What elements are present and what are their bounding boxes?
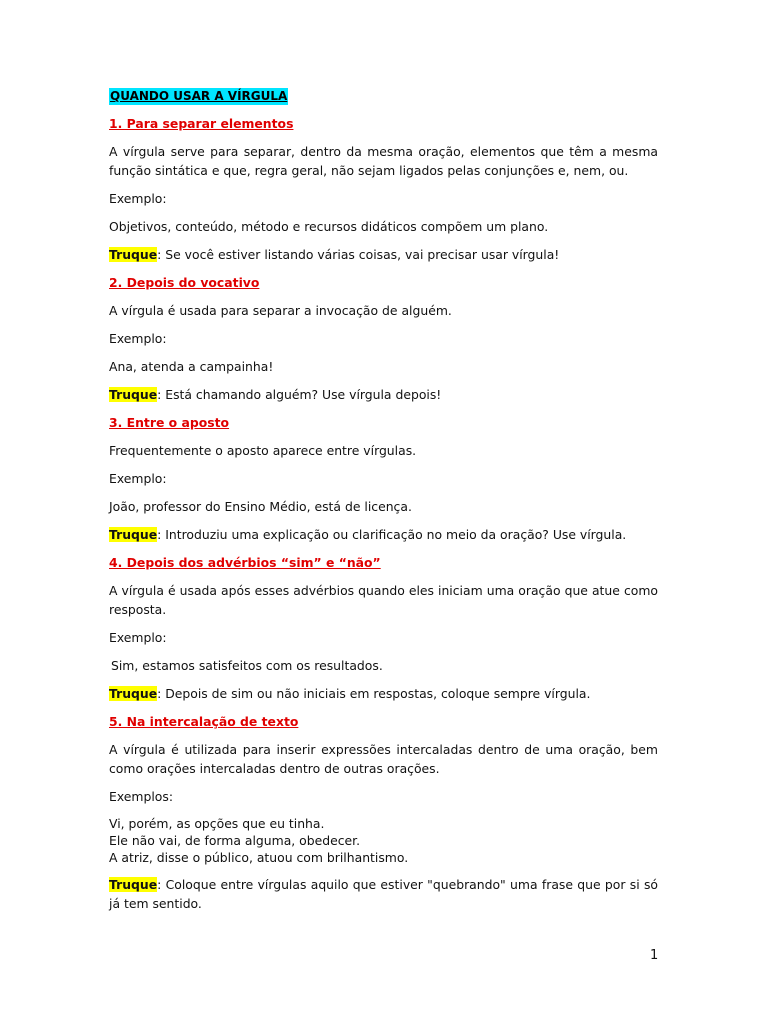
trick-line [109, 875, 658, 913]
section-heading: 1. Para separar elementos [109, 116, 294, 131]
example-text: Objetivos, conteúdo, método e recursos didáticos compõem um plano. [109, 219, 549, 234]
example-label: Exemplos: [109, 789, 173, 804]
example-text: Ele não vai, de forma alguma, obedecer. [109, 833, 361, 848]
example-label: Exemplo: [109, 630, 167, 645]
section-heading: 4. Depois dos advérbios “sim” e “não” [109, 555, 381, 570]
trick-text: : Depois de sim ou não iniciais em respostas, coloque sempre vírgula. [157, 686, 591, 701]
section-heading: 2. Depois do vocativo [109, 275, 260, 290]
example-text: Sim, estamos satisfeitos com os resultados. [111, 658, 383, 673]
section-4 [109, 553, 658, 703]
trick-label: Truque [109, 247, 158, 262]
example-label: Exemplo: [109, 471, 167, 486]
page-number: 1 [650, 948, 659, 963]
example-text: A atriz, disse o público, atuou com brilhantismo. [109, 850, 409, 865]
section-description: A vírgula é usada após esses advérbios quando eles iniciam uma oração que atue como resposta. [109, 583, 658, 617]
trick-label: Truque [109, 686, 158, 701]
section-heading: 5. Na intercalação de texto [109, 714, 299, 729]
section-5 [109, 712, 658, 913]
section-description: A vírgula é usada para separar a invocação de alguém. [109, 303, 452, 318]
section-3 [109, 413, 658, 544]
section-description: A vírgula é utilizada para inserir expressões intercaladas dentro de uma oração, bem como orações intercaladas dentro de outras orações. [109, 742, 658, 776]
document-title: QUANDO USAR A VÍRGULA [110, 89, 288, 103]
section-2 [109, 273, 658, 404]
trick-text: : Introduziu uma explicação ou clarificação no meio da oração? Use vírgula. [157, 527, 627, 542]
example-text: João, professor do Ensino Médio, está de licença. [109, 499, 412, 514]
trick-line [109, 385, 658, 404]
trick-label: Truque [109, 527, 158, 542]
trick-line [109, 245, 658, 264]
section-description: A vírgula serve para separar, dentro da mesma oração, elementos que têm a mesma função sintática e que, regra geral, não sejam ligados pelas conjunções e, nem, ou. [109, 144, 658, 178]
example-label: Exemplo: [109, 331, 167, 346]
section-description: Frequentemente o aposto aparece entre vírgulas. [109, 443, 417, 458]
example-text: Vi, porém, as opções que eu tinha. [109, 816, 325, 831]
trick-label: Truque [109, 387, 158, 402]
section-heading: 3. Entre o aposto [109, 415, 230, 430]
document-content [109, 86, 658, 922]
example-label: Exemplo: [109, 191, 167, 206]
trick-label: Truque [109, 877, 158, 892]
section-1 [109, 114, 658, 264]
trick-line [109, 684, 658, 703]
trick-line [109, 525, 658, 544]
example-text: Ana, atenda a campainha! [109, 359, 274, 374]
trick-text: : Está chamando alguém? Use vírgula depois! [157, 387, 442, 402]
trick-text: : Coloque entre vírgulas aquilo que estiver "quebrando" uma frase que por si só já tem sentido. [109, 877, 658, 911]
trick-text: : Se você estiver listando várias coisas, vai precisar usar vírgula! [157, 247, 560, 262]
